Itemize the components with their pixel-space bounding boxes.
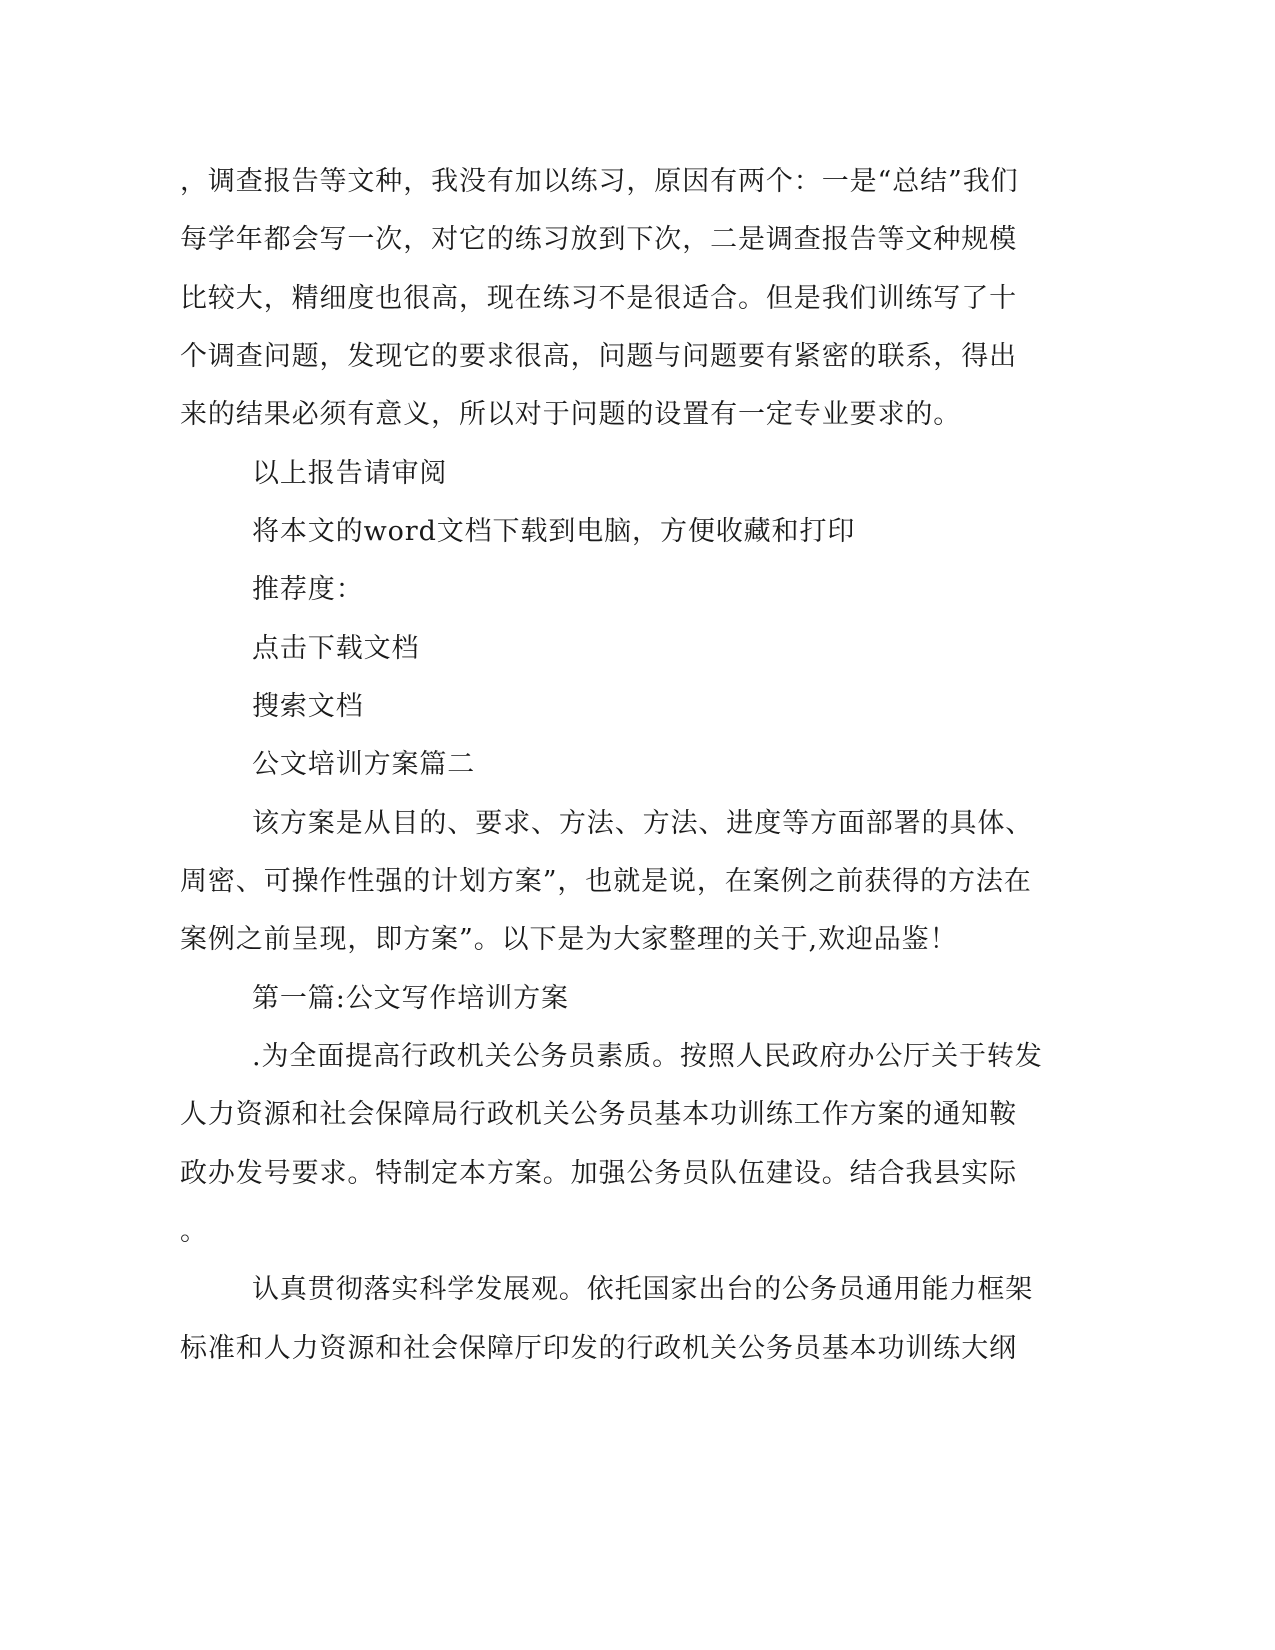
paragraph-3-line-4: 。 xyxy=(180,1216,208,1247)
section-title: 公文培训方案篇二 xyxy=(252,749,476,780)
paragraph-2-line-2: 周密、可操作性强的计划方案”，也就是说，在案例之前获得的方法在 xyxy=(180,866,1032,897)
download-promo-text: 将本文的word文档下载到电脑，方便收藏和打印 xyxy=(252,516,856,547)
paragraph-4-line-1: 认真贯彻落实科学发展观。依托国家出台的公务员通用能力框架 xyxy=(252,1274,1034,1305)
paragraph-2-line-1: 该方案是从目的、要求、方法、方法、进度等方面部署的具体、 xyxy=(252,808,1034,839)
paragraph-1-line-2: 每学年都会写一次，对它的练习放到下次，二是调查报告等文种规模 xyxy=(180,224,1017,255)
search-document-link[interactable]: 搜索文档 xyxy=(252,691,364,722)
recommend-label: 推荐度： xyxy=(252,574,364,605)
paragraph-3-line-2: 人力资源和社会保障局行政机关公务员基本功训练工作方案的通知鞍 xyxy=(180,1099,1017,1130)
closing-line: 以上报告请审阅 xyxy=(252,458,448,489)
paragraph-3-line-1: .为全面提高行政机关公务员素质。按照人民政府办公厅关于转发 xyxy=(252,1041,1043,1072)
paragraph-2-line-3: 案例之前呈现，即方案”。以下是为大家整理的关于,欢迎品鉴！ xyxy=(180,924,958,955)
paragraph-1-line-5: 来的结果必须有意义，所以对于问题的设置有一定专业要求的。 xyxy=(180,399,962,430)
subsection-title: 第一篇:公文写作培训方案 xyxy=(252,983,569,1014)
paragraph-1-line-3: 比较大，精细度也很高，现在练习不是很适合。但是我们训练写了十 xyxy=(180,283,1017,314)
paragraph-1-line-1: ，调查报告等文种，我没有加以练习，原因有两个：一是“总结”我们 xyxy=(180,166,1019,197)
download-document-link[interactable]: 点击下载文档 xyxy=(252,633,420,664)
paragraph-4-line-2: 标准和人力资源和社会保障厅印发的行政机关公务员基本功训练大纲 xyxy=(180,1333,1017,1364)
paragraph-3-line-3: 政办发号要求。特制定本方案。加强公务员队伍建设。结合我县实际 xyxy=(180,1158,1017,1189)
paragraph-1-line-4: 个调查问题，发现它的要求很高，问题与问题要有紧密的联系，得出 xyxy=(180,341,1017,372)
